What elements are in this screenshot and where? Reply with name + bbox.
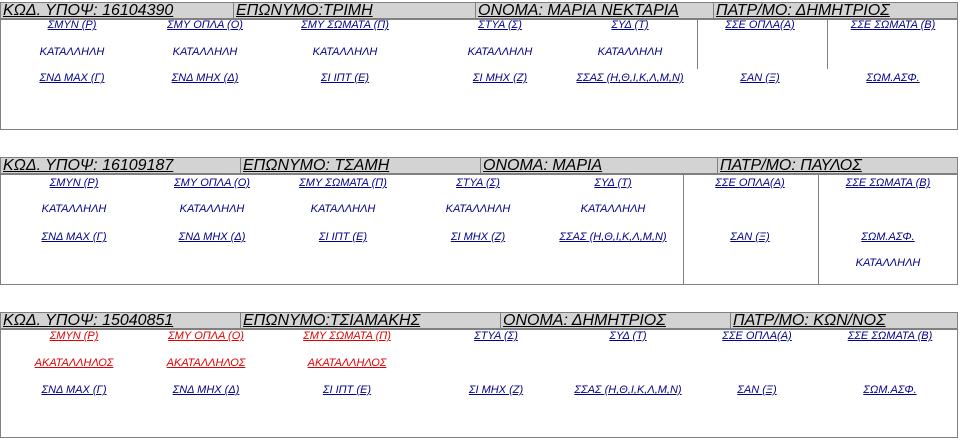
header-divider: [240, 313, 241, 328]
school-label: ΣΩΜ.ΑΣΦ.: [861, 231, 915, 243]
suitable-result: ΚΑΤΑΛΛΗΛΗ: [855, 257, 921, 269]
school-label: ΣΙ ΙΠΤ (Ε): [318, 231, 368, 243]
header-divider: [713, 3, 714, 18]
record-header: [0, 312, 958, 329]
school-label: ΣΙ ΙΠΤ (Ε): [320, 72, 370, 84]
school-label: ΣΜΥ ΟΠΛΑ (Ο): [167, 19, 243, 31]
school-label: ΣΣΕ ΣΩΜΑΤΑ (Β): [845, 177, 931, 189]
column-divider: [683, 174, 684, 228]
school-label: ΣΙ ΜΗΧ (Ζ): [472, 72, 528, 84]
school-label: ΣΙ ΜΗΧ (Ζ): [450, 231, 506, 243]
school-label: ΣΜΥ ΣΩΜΑΤΑ (Π): [303, 330, 391, 342]
candidate-name: ΟΝΟΜΑ: ΜΑΡΙΑ ΝΕΚΤΑΡΙΑ: [478, 2, 679, 19]
header-divider: [480, 158, 481, 173]
school-label: ΣΜΥΝ (Ρ): [47, 19, 97, 31]
school-label: ΣΜΥ ΣΩΜΑΤΑ (Π): [301, 19, 389, 31]
school-label: ΣΝΔ ΜΗΧ (Δ): [172, 384, 240, 396]
candidate-father-name: ΠΑΤΡ/ΜΟ: ΚΩΝ/ΝΟΣ: [733, 312, 886, 329]
suitable-result: ΚΑΤΑΛΛΗΛΗ: [39, 46, 105, 58]
school-label: ΣΑΝ (Ξ): [737, 384, 777, 396]
header-divider: [717, 158, 718, 173]
candidate-surname: ΕΠΩΝΥΜΟ:ΤΣΙΑΜΑΚΗΣ: [243, 312, 421, 329]
school-label: ΣΤΥΑ (Σ): [456, 177, 500, 189]
school-label: ΣΣΕ ΟΠΛΑ(Α): [722, 330, 792, 342]
suitable-result: ΚΑΤΑΛΛΗΛΗ: [445, 203, 511, 215]
school-label: ΣΑΝ (Ξ): [730, 231, 770, 243]
school-label: ΣΝΔ ΜΑΧ (Γ): [41, 384, 107, 396]
school-label: ΣΜΥ ΟΠΛΑ (Ο): [168, 330, 244, 342]
school-label: ΣΜΥ ΣΩΜΑΤΑ (Π): [299, 177, 387, 189]
suitable-result: ΚΑΤΑΛΛΗΛΗ: [310, 203, 376, 215]
school-label: ΣΑΝ (Ξ): [740, 72, 780, 84]
school-label: ΣΙ ΙΠΤ (Ε): [322, 384, 372, 396]
school-label: ΣΣΑΣ (Η,Θ,Ι,Κ,Λ,Μ,Ν): [576, 72, 684, 84]
school-label: ΣΤΥΑ (Σ): [474, 330, 518, 342]
candidate-father-name: ΠΑΤΡ/ΜΟ: ΠΑΥΛΟΣ: [720, 157, 862, 174]
record-header: [0, 157, 958, 174]
candidate-code: ΚΩΔ. ΥΠΟΨ: 16104390: [3, 2, 174, 19]
school-label: ΣΝΔ ΜΑΧ (Γ): [41, 231, 107, 243]
unsuitable-result: ΑΚΑΤΑΛΛΗΛΟΣ: [307, 357, 387, 369]
column-divider: [818, 228, 819, 285]
header-divider: [500, 313, 501, 328]
suitable-result: ΚΑΤΑΛΛΗΛΗ: [179, 203, 245, 215]
candidate-father-name: ΠΑΤΡ/ΜΟ: ΔΗΜΗΤΡΙΟΣ: [716, 2, 890, 19]
school-label: ΣΜΥΝ (Ρ): [49, 330, 99, 342]
column-divider: [818, 174, 819, 228]
school-label: ΣΩΜ.ΑΣΦ.: [866, 72, 920, 84]
record-header: [0, 2, 958, 19]
header-divider: [233, 3, 234, 18]
suitable-result: ΚΑΤΑΛΛΗΛΗ: [597, 46, 663, 58]
school-label: ΣΩΜ.ΑΣΦ.: [863, 384, 917, 396]
school-label: ΣΣΕ ΟΠΛΑ(Α): [715, 177, 785, 189]
candidate-name: ΟΝΟΜΑ: ΔΗΜΗΤΡΙΟΣ: [503, 312, 666, 329]
suitable-result: ΚΑΤΑΛΛΗΛΗ: [467, 46, 533, 58]
header-divider: [475, 3, 476, 18]
school-label: ΣΥΔ (Τ): [611, 19, 649, 31]
school-label: ΣΝΔ ΜΗΧ (Δ): [178, 231, 246, 243]
unsuitable-result: ΑΚΑΤΑΛΛΗΛΟΣ: [166, 357, 246, 369]
school-label: ΣΣΑΣ (Η,Θ,Ι,Κ,Λ,Μ,Ν): [574, 384, 682, 396]
suitable-result: ΚΑΤΑΛΛΗΛΗ: [580, 203, 646, 215]
school-label: ΣΣΕ ΣΩΜΑΤΑ (Β): [847, 330, 933, 342]
school-label: ΣΣΕ ΟΠΛΑ(Α): [725, 19, 795, 31]
school-label: ΣΙ ΜΗΧ (Ζ): [468, 384, 524, 396]
header-divider: [240, 158, 241, 173]
school-label: ΣΜΥΝ (Ρ): [49, 177, 99, 189]
candidate-code: ΚΩΔ. ΥΠΟΨ: 16109187: [3, 157, 174, 174]
unsuitable-result: ΑΚΑΤΑΛΛΗΛΟΣ: [34, 357, 114, 369]
school-label: ΣΜΥ ΟΠΛΑ (Ο): [174, 177, 250, 189]
suitable-result: ΚΑΤΑΛΛΗΛΗ: [172, 46, 238, 58]
suitable-result: ΚΑΤΑΛΛΗΛΗ: [312, 46, 378, 58]
school-label: ΣΝΔ ΜΗΧ (Δ): [171, 72, 239, 84]
candidate-code: ΚΩΔ. ΥΠΟΨ: 15040851: [3, 312, 174, 329]
school-label: ΣΝΔ ΜΑΧ (Γ): [39, 72, 105, 84]
suitable-result: ΚΑΤΑΛΛΗΛΗ: [41, 203, 107, 215]
candidate-surname: ΕΠΩΝΥΜΟ:ΤΡΙΜΗ: [236, 2, 373, 19]
school-label: ΣΣΑΣ (Η,Θ,Ι,Κ,Λ,Μ,Ν): [559, 231, 667, 243]
column-divider: [683, 228, 684, 285]
record-grid: [0, 174, 958, 285]
school-label: ΣΥΔ (Τ): [594, 177, 632, 189]
candidate-name: ΟΝΟΜΑ: ΜΑΡΙΑ: [483, 157, 603, 174]
column-divider: [697, 19, 698, 69]
school-label: ΣΤΥΑ (Σ): [478, 19, 522, 31]
candidate-surname: ΕΠΩΝΥΜΟ: ΤΣΑΜΗ: [243, 157, 390, 174]
school-label: ΣΥΔ (Τ): [609, 330, 647, 342]
school-label: ΣΣΕ ΣΩΜΑΤΑ (Β): [850, 19, 936, 31]
header-divider: [730, 313, 731, 328]
column-divider: [827, 19, 828, 69]
